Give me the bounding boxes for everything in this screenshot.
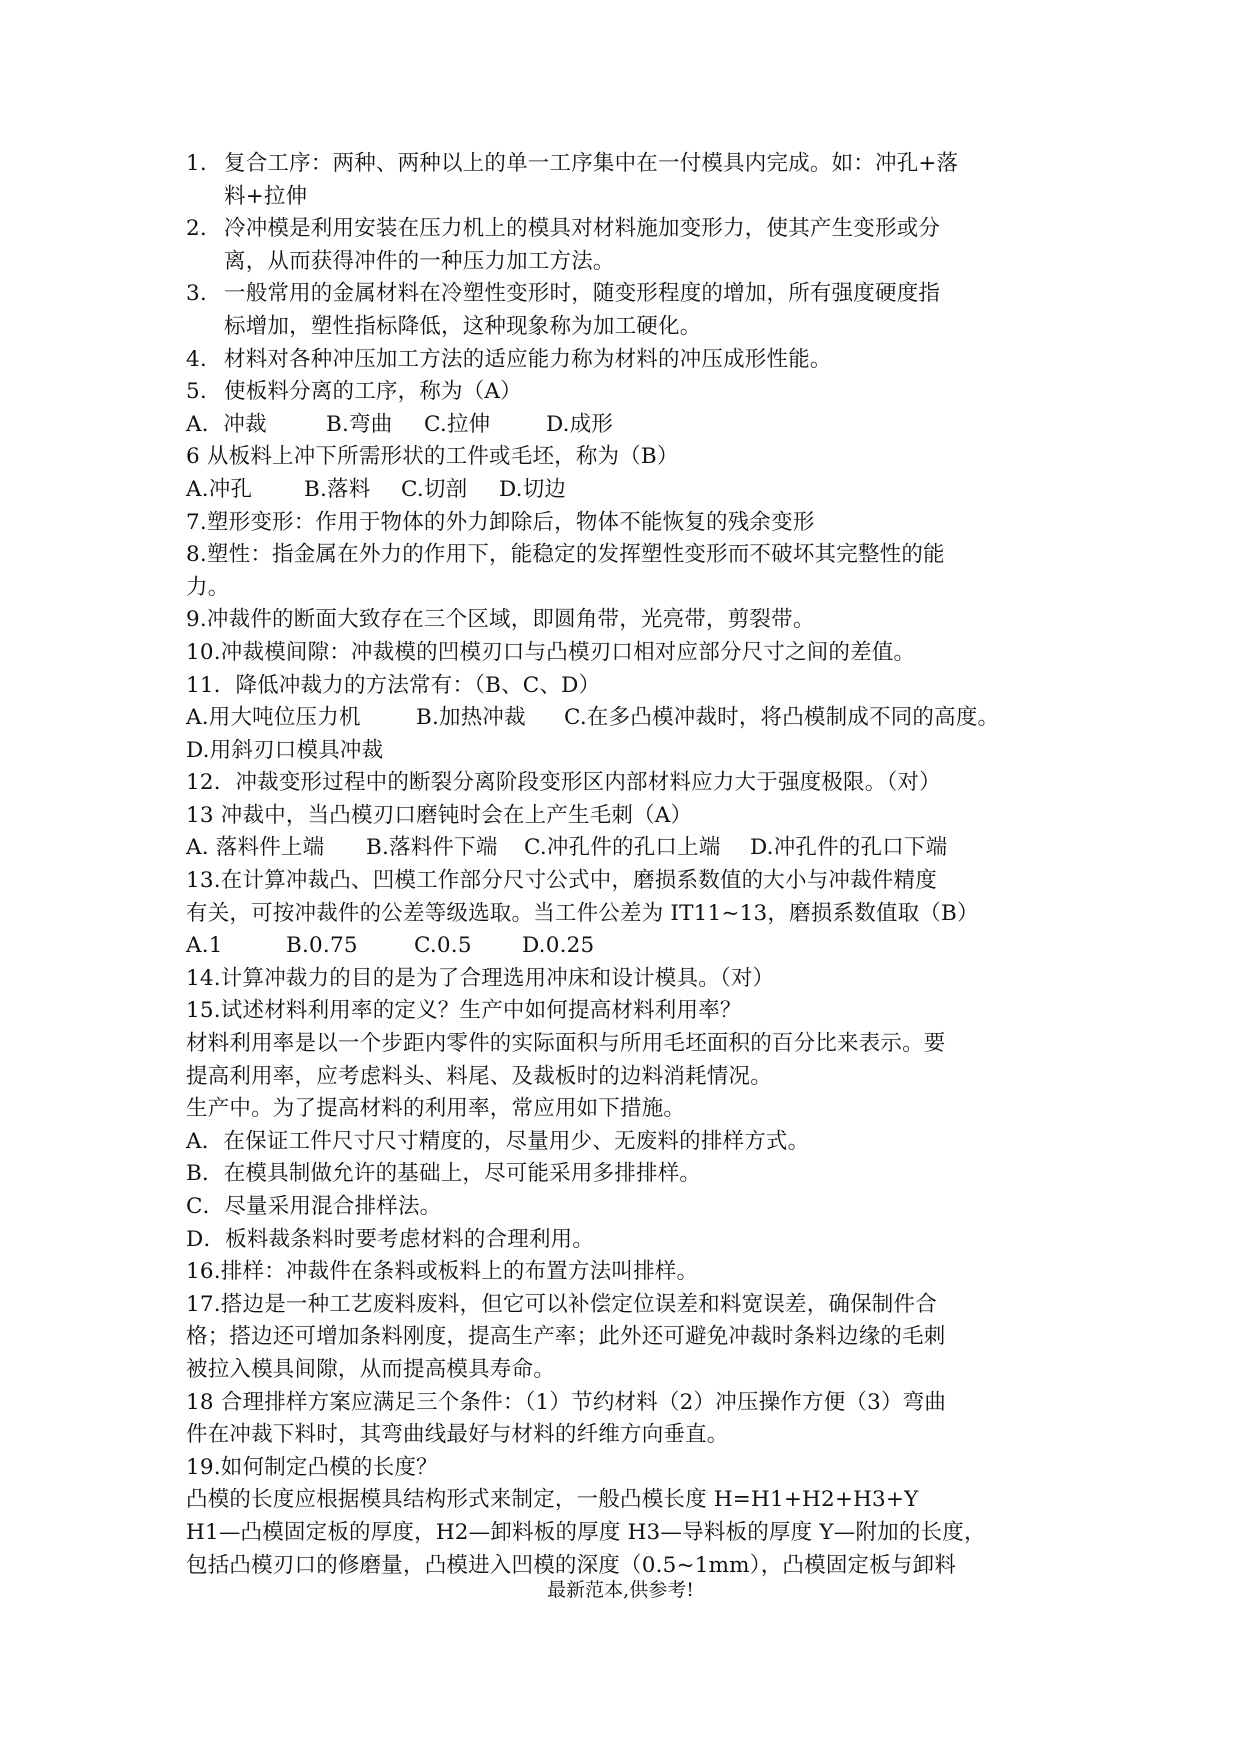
option-a: A.1 [186,933,223,959]
item-continuation: 料+拉伸 [224,183,308,209]
answer-line: 包括凸模刃口的修磨量，凸模进入凹模的深度（0.5~1mm），凸模固定板与卸料 [186,1552,957,1578]
list-item [186,344,1062,377]
question-line: 14.计算冲裁力的目的是为了合理选用冲床和设计模具。（对） [186,965,775,991]
answer-line: H1—凸模固定板的厚度，H2—卸料板的厚度 H3—导料板的厚度 Y—附加的长度， [186,1519,986,1545]
option-c: C.0.5 [414,933,472,959]
question-line: 有关，可按冲裁件的公差等级选取。当工件公差为 IT11~13，磨损系数值取（B） [186,900,979,926]
option-a: A.冲孔 [186,476,253,502]
question-line: 10.冲裁模间隙：冲裁模的凹模刃口与凸模刃口相对应部分尺寸之间的差值。 [186,639,916,665]
question-line: 件在冲裁下料时，其弯曲线最好与材料的纤维方向垂直。 [186,1422,729,1448]
option-a: A．冲裁 [186,411,267,437]
item-text: 一般常用的金属材料在冷塑性变形时，随变形程度的增加，所有强度硬度指 [224,281,941,307]
option-c: C.冲孔件的孔口上端 [524,835,721,861]
option-row [186,832,1062,865]
item-number: 4. [186,346,207,372]
question-line: 15.试述材料利用率的定义？生产中如何提高材料利用率？ [186,998,742,1024]
list-item [186,278,1062,311]
question-line: 13 冲裁中，当凸模刃口磨钝时会在上产生毛刺（A） [186,802,693,828]
question-line: 力。 [186,574,230,600]
item-continuation: 标增加，塑性指标降低，这种现象称为加工硬化。 [224,313,702,339]
answer-line: 凸模的长度应根据模具结构形式来制定，一般凸模长度 H=H1+H2+H3+Y [186,1487,919,1513]
item-text: 材料对各种冲压加工方法的适应能力称为材料的冲压成形性能。 [224,346,832,372]
question-line: 11．降低冲裁力的方法常有：（B、C、D） [186,672,601,698]
question-line: 13.在计算冲裁凸、凹模工作部分尺寸公式中，磨损系数值的大小与冲裁件精度 [186,868,937,894]
question-line: 被拉入模具间隙，从而提高模具寿命。 [186,1356,555,1382]
item-continuation: 离，从而获得冲件的一种压力加工方法。 [224,248,615,274]
item-text: 冷冲模是利用安装在压力机上的模具对材料施加变形力，使其产生变形或分 [224,216,941,242]
document-body [186,148,1062,1582]
question-line: 16.排样：冲裁件在条料或板料上的布置方法叫排样。 [186,1259,699,1285]
answer-line: B．在模具制做允许的基础上，尽可能采用多排排样。 [186,1161,702,1187]
option-c: C.切剖 [401,476,468,502]
option-row [186,474,1062,507]
option-b: B.落料件下端 [366,835,498,861]
option-c: C.在多凸模冲裁时，将凸模制成不同的高度。 [564,705,1000,731]
option-d: D.成形 [546,411,614,437]
option-row: D.用斜刃口模具冲裁 [186,737,384,763]
question-line: 7.塑形变形：作用于物体的外力卸除后，物体不能恢复的残余变形 [186,509,815,535]
option-b: B.加热冲裁 [416,705,526,731]
option-b: B.0.75 [286,933,358,959]
question-line: 19.如何制定凸模的长度？ [186,1454,438,1480]
answer-line: A．在保证工件尺寸尺寸精度的，尽量用少、无废料的排样方式。 [186,1128,810,1154]
item-number: 2. [186,216,207,242]
question-line: 17.搭边是一种工艺废料废料，但它可以补偿定位误差和料宽误差，确保制件合 [186,1291,937,1317]
option-row [186,930,1062,963]
answer-line: C．尽量采用混合排样法。 [186,1194,442,1219]
list-item [186,376,1062,409]
option-a: A.用大吨位压力机 [186,705,361,731]
option-c: C.拉伸 [424,411,491,437]
item-number: 3. [186,281,207,307]
item-text: 复合工序：两种、两种以上的单一工序集中在一付模具内完成。如：冲孔+落 [224,151,959,176]
list-item [186,213,1062,246]
answer-line: D．板料裁条料时要考虑材料的合理利用。 [186,1226,595,1252]
answer-line: 生产中。为了提高材料的利用率，常应用如下措施。 [186,1096,686,1122]
option-d: D.0.25 [522,933,595,959]
answer-line: 提高利用率，应考虑料头、料尾、及裁板时的边料消耗情况。 [186,1063,772,1089]
item-text: 使板料分离的工序，称为（A） [224,379,522,405]
option-a: A. 落料件上端 [186,835,325,861]
option-b: B.弯曲 [326,411,393,437]
question-line: 格；搭边还可增加条料刚度，提高生产率；此外还可避免冲裁时条料边缘的毛刺 [186,1324,946,1350]
question-line: 12．冲裁变形过程中的断裂分离阶段变形区内部材料应力大于强度极限。（对） [186,770,941,796]
question-line: 18 合理排样方案应满足三个条件：（1）节约材料（2）冲压操作方便（3）弯曲 [186,1389,947,1415]
page-footer: 最新范本,供参考! [547,1579,694,1601]
option-d: D.切边 [499,476,567,502]
question-line: 9.冲裁件的断面大致存在三个区域，即圆角带，光亮带，剪裂带。 [186,607,815,633]
question-line: 6 从板料上冲下所需形状的工件或毛坯，称为（B） [186,444,679,470]
list-item [186,148,1062,181]
item-number: 1. [186,151,207,176]
option-row [186,409,1062,442]
option-b: B.落料 [304,476,371,502]
option-d: D.冲孔件的孔口下端 [750,835,948,861]
question-line: 8.塑性：指金属在外力的作用下，能稳定的发挥塑性变形而不破坏其完整性的能 [186,542,945,568]
option-row [186,702,1062,735]
item-number: 5. [186,379,207,405]
answer-line: 材料利用率是以一个步距内零件的实际面积与所用毛坯面积的百分比来表示。要 [186,1031,946,1057]
